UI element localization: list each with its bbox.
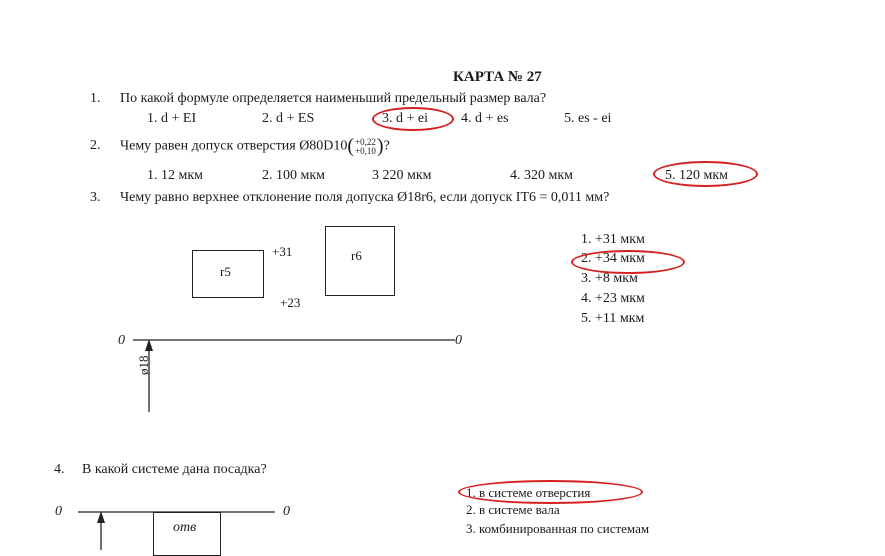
q4-option-1: 1. в системе отверстия xyxy=(466,485,591,500)
q2-option-2: 2. 100 мкм xyxy=(262,168,326,183)
q3-zero-left: 0 xyxy=(118,333,125,348)
q4-option-3: 3. комбинированная по системам xyxy=(466,521,650,536)
upper-deviation-label: +31 xyxy=(272,244,293,259)
q1-text: По какой формуле определяется наименьший предельный размер вала? xyxy=(120,91,547,106)
q2-option-3: 3 220 мкм xyxy=(372,168,432,183)
q3-option-2: 2. +34 мкм xyxy=(581,251,645,266)
hole-label: отв xyxy=(173,520,197,535)
q2-paren-open: ( xyxy=(347,135,355,157)
q3-text: Чему равно верхнее отклонение поля допуска Ø18r6, если допуск IT6 = 0,011 мм? xyxy=(120,190,610,205)
q1-option-3: 3. d + ei xyxy=(382,111,428,126)
r6-label: r6 xyxy=(351,248,362,263)
q1-option-4: 4. d + es xyxy=(461,111,509,126)
q3-zero-right: 0 xyxy=(455,333,462,348)
q3-option-5: 5. +11 мкм xyxy=(581,311,645,326)
q1-number: 1. xyxy=(90,91,101,106)
q1-option-2: 2. d + ES xyxy=(262,111,315,126)
q3-option-4: 4. +23 мкм xyxy=(581,291,645,306)
q4-answer-mark xyxy=(458,480,643,504)
q2-option-1: 1. 12 мкм xyxy=(147,168,204,183)
q2-text-after: ? xyxy=(383,138,390,154)
r5-label: r5 xyxy=(220,264,231,279)
q4-number: 4. xyxy=(54,462,65,477)
q3-option-1: 1. +31 мкм xyxy=(581,232,645,247)
q2-option-4: 4. 320 мкм xyxy=(510,168,574,183)
q4-zero-right: 0 xyxy=(283,504,290,519)
q2-lower-deviation: +0,10 xyxy=(355,145,376,156)
q1-option-1: 1. d + EI xyxy=(147,111,197,126)
q4-text: В какой системе дана посадка? xyxy=(82,462,267,477)
q2-text-before: Чему равен допуск отверстия Ø80D10 xyxy=(120,138,348,154)
q3-option-3: 3. +8 мкм xyxy=(581,271,638,286)
q2-option-5: 5. 120 мкм xyxy=(665,168,729,183)
q2-number: 2. xyxy=(90,138,101,153)
lower-deviation-label: +23 xyxy=(280,295,301,310)
card-title: КАРТА № 27 xyxy=(453,69,542,85)
diameter-text: ø18 xyxy=(136,355,151,375)
q4-zero-left: 0 xyxy=(55,504,62,519)
q2-upper-deviation: +0,22 xyxy=(355,136,376,147)
q4-option-2: 2. в системе вала xyxy=(466,502,560,517)
q2-paren-close: ) xyxy=(376,135,384,157)
q3-number: 3. xyxy=(90,190,101,205)
q1-option-5: 5. es - ei xyxy=(564,111,612,126)
